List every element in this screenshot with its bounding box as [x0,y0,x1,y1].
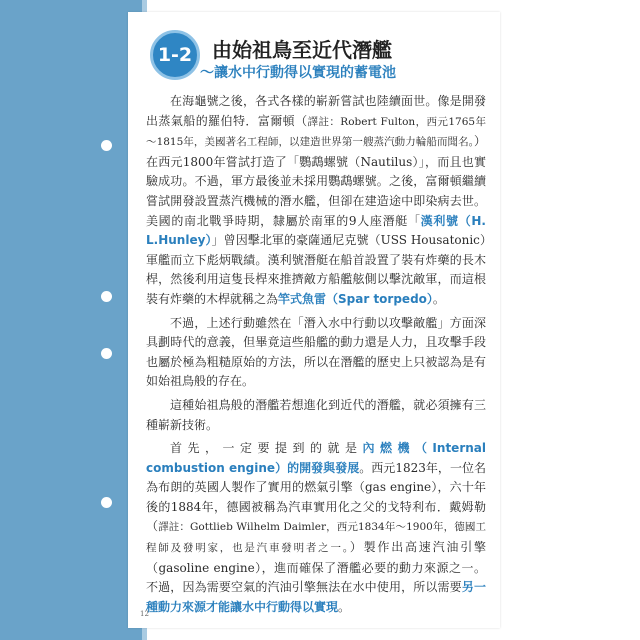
section-subtitle: ～讓水中行動得以實現的蓄電池 [200,65,396,81]
binder-hole [101,497,112,508]
body-text [146,92,486,617]
text-run: 。西元1823年，一位名為布朗的英國人製作了實用的燃氣引擎（gas engine），六十年後的1884年，德國被稱為汽車實用化之父的戈特利布．戴姆勒（ [146,460,486,534]
page-number: 12 [140,610,149,618]
highlight-term: 竿式魚雷（Spar torpedo） [278,291,433,306]
text-run: ）製作出高速汽油引擎（gasoline engine），進而確保了潛艦必要的動力來源之一。不過，因為需要空氣的汽油引擎無法在水中使用，所以需要 [146,540,486,595]
section-title: 由始祖鳥至近代潛艦 [212,38,392,62]
section-number-badge [150,30,200,80]
blue-binder-spine [0,0,142,640]
text-run: 不過，上述行動雖然在「潛入水中行動以攻擊敵艦」方面深具劃時代的意義，但畢竟這些船艦的動力還是人力，且攻擊手段也屬於極為粗糙原始的方法，所以在潛艦的歷史上只被認為是有如始祖鳥般的存在。 [146,315,486,389]
translator-note: 譯註：Gottlieb Wilhelm Daimler，西元1834年～1900年，德國工程師及發明家，也是汽車發明者之一。 [146,521,486,555]
binder-hole [101,291,112,302]
text-run: 。 [338,599,351,614]
paragraph [146,314,486,392]
binder-hole [101,348,112,359]
paragraph [146,439,486,617]
translator-note: 譯註：Robert Fulton，西元1765年～1815年，美國著名工程師，以建造世界第一艘蒸汽動力輪船而聞名。 [146,115,486,149]
binder-hole [101,140,112,151]
paragraph [146,92,486,310]
highlight-term: 另一種動力來源才能讓水中行動得以實現 [146,580,486,614]
paragraph [146,396,486,435]
text-run: 這種始祖鳥般的潛艦若想進化到近代的潛艦，就必須擁有三種嶄新技術。 [146,397,486,432]
highlight-term: 內燃機（Internal combustion engine）的開發與發展 [146,441,486,475]
text-run: ）在西元1800年嘗試打造了「鸚鵡螺號（Nautilus）」，而且也實驗成功。不過，軍方最後並未採用鸚鵡螺號。之後，富爾頓繼續嘗試開發設置蒸汽機械的潛水艦，但卻在建造途中即染病去世。美國的南北戰爭時期，隸屬於南軍的9人座潛艇「 [146,134,486,228]
highlight-term: 漢利號（H. L.Hunley） [146,213,486,248]
text-run: 」曾因擊北軍的豪薩通尼克號（USS Housatonic）軍艦而立下彪炳戰績。漢利號潛艇在船首設置了裝有炸藥的長木桿，然後利用這隻長桿來推擠敵方船艦舷側以擊沈敵軍，而這根裝有炸藥的木桿就稱之為 [146,233,486,306]
text-run: 在海龜號之後，各式各樣的嶄新嘗試也陸續面世。像是開發出蒸氣船的羅伯特．富爾頓（ [146,94,486,128]
text-run: 。 [432,291,445,306]
section-number: 1-2 [157,44,193,66]
text-run: 首先，一定要提到的就是 [170,441,363,456]
